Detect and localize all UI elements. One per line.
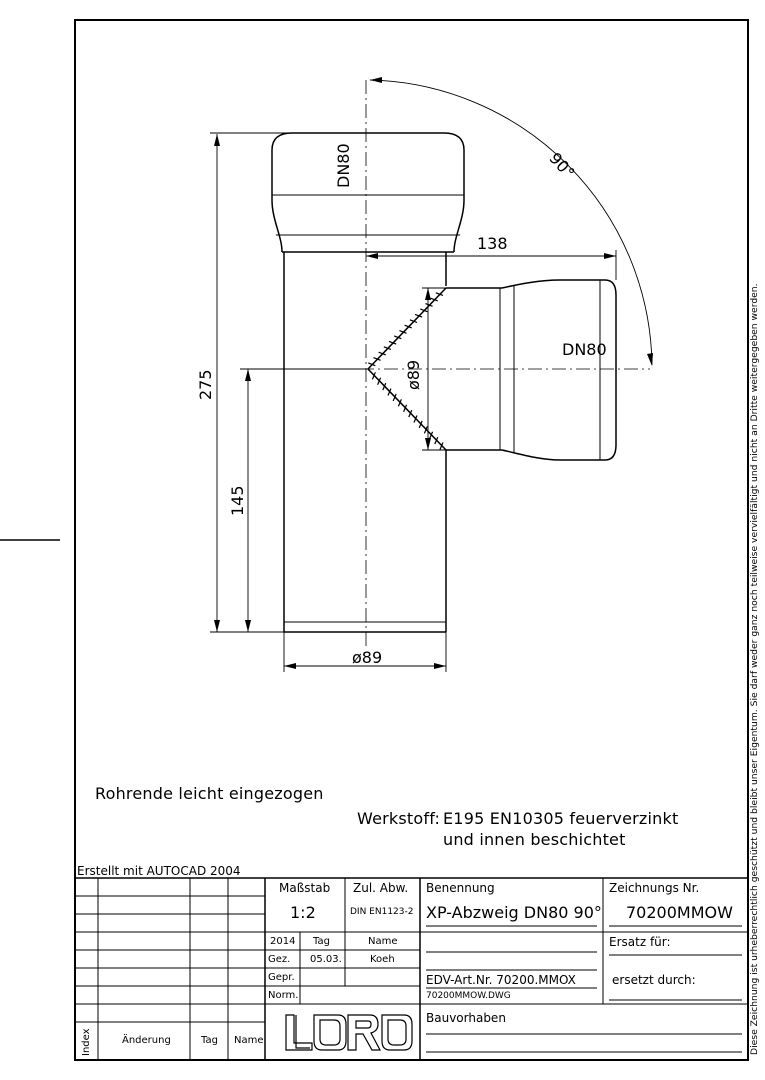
replaced-by-label: ersetzt durch: <box>612 973 696 987</box>
drawn-name: Koeh <box>370 954 395 965</box>
top-socket-label: DN80 <box>334 143 353 188</box>
main-pipe <box>272 133 464 632</box>
day-header: Tag <box>313 936 330 947</box>
loro-logo <box>286 1015 412 1050</box>
material-label: Werkstoff: <box>357 809 441 828</box>
created-with-note: Erstellt mit AUTOCAD 2004 <box>77 864 241 878</box>
person-header: Name <box>368 936 398 947</box>
revision-change-header: Änderung <box>122 1035 171 1046</box>
name-value: XP-Abzweig DN80 90° <box>426 903 602 922</box>
bottom-diameter-dimension-label: ø89 <box>352 648 383 667</box>
drawing-number-label: Zeichnungs Nr. <box>609 881 700 895</box>
scale-label: Maßstab <box>279 881 331 895</box>
revision-day-header: Tag <box>201 1035 218 1046</box>
revision-name-header: Name <box>234 1035 264 1046</box>
edp-article-number: EDV-Art.Nr. 70200.MMOX <box>426 973 576 987</box>
angle-dimension-label: 90° <box>545 148 579 183</box>
tolerance-label: Zul. Abw. <box>353 881 409 895</box>
material-line-2: und innen beschichtet <box>443 830 626 849</box>
drawn-date: 05.03. <box>310 954 342 965</box>
pipe-end-note: Rohrende leicht eingezogen <box>95 784 324 803</box>
drawing-number-value: 70200MMOW <box>626 903 733 922</box>
replacement-for-label: Ersatz für: <box>609 935 671 949</box>
norm-label: Norm. <box>268 990 299 1001</box>
branch-height-dimension-label: 145 <box>228 485 247 516</box>
year-cell: 2014 <box>270 936 296 947</box>
dimension-lines <box>210 80 652 672</box>
name-label: Benennung <box>426 881 495 895</box>
scale-value: 1:2 <box>290 903 316 922</box>
side-socket-label: DN80 <box>562 340 607 359</box>
project-label: Bauvorhaben <box>426 1011 506 1025</box>
branch-offset-dimension-label: 138 <box>477 234 508 253</box>
dimension-arrows <box>214 77 653 669</box>
total-height-dimension-label: 275 <box>196 369 215 400</box>
revision-index-header: Index <box>81 1028 92 1056</box>
checked-label: Gepr. <box>268 972 295 983</box>
tolerance-value: DIN EN1123-2 <box>350 907 414 917</box>
material-line-1: E195 EN10305 feuerverzinkt <box>443 809 679 828</box>
drawn-label: Gez. <box>268 954 291 965</box>
file-name: 70200MMOW.DWG <box>426 991 511 1001</box>
copyright-notice: Diese Zeichnung ist urheberrechtlich geschützt und bleibt unser Eigentum. Sie darf weder ganz noch teilweise vervielfältigt und nicht an Dritte weitergegeben werden. <box>749 283 760 1055</box>
branch-diameter-dimension-label: ø89 <box>404 359 423 390</box>
